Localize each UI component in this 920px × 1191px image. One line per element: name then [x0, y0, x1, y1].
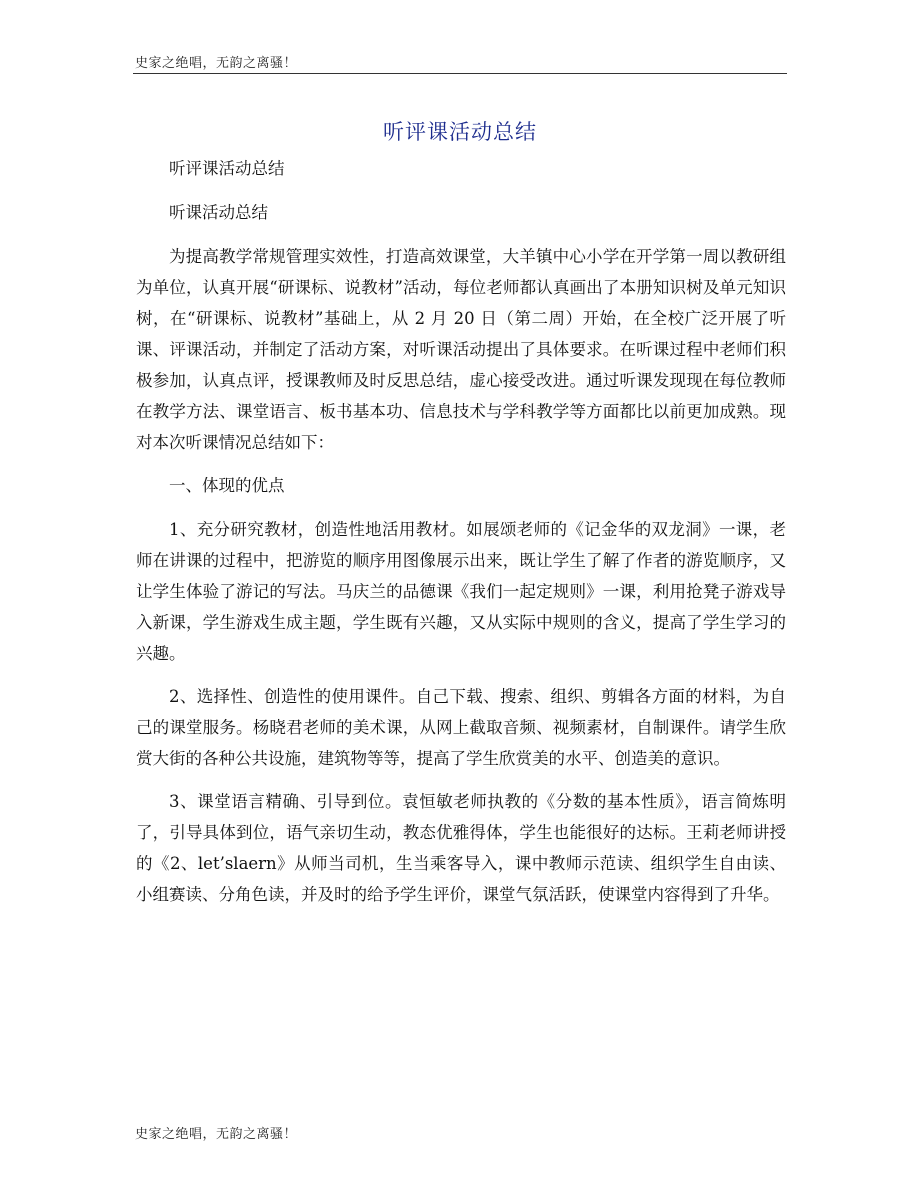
intro-paragraph: 为提高教学常规管理实效性，打造高效课堂，大羊镇中心小学在开学第一周以教研组为单位，认真开展“研课标、说教材”活动，每位老师都认真画出了本册知识树及单元知识树，在“研课标、说教材”基础上，从 2 月 20 日（第二周）开始，在全校广泛开展了听课、评课活动，并制定了活动方案，对听课活动提出了具体要求。在听课过程中老师们积极参加，认真点评，授课教师及时反思总结，虚心接受改进。通过听课发现现在每位教师在教学方法、课堂语言、板书基本功、信息技术与学科教学等方面都比以前更加成熟。现对本次听课情况总结如下：: [136, 247, 786, 452]
document-body: [136, 153, 786, 922]
page-header-text: 史家之绝唱，无韵之离骚！: [135, 56, 298, 71]
subtitle-paragraph: 听评课活动总结: [169, 159, 285, 178]
header-divider: [133, 73, 787, 74]
subtitle-paragraph: 听课活动总结: [169, 203, 268, 222]
page-footer-text: 史家之绝唱，无韵之离骚！: [135, 1127, 298, 1142]
body-paragraph: 1、充分研究教材，创造性地活用教材。如展颂老师的《记金华的双龙洞》一课，老师在讲课的过程中，把游览的顺序用图像展示出来，既让学生了解了作者的游览顺序，又让学生体验了游记的写法。马庆兰的品德课《我们一起定规则》一课，利用抢凳子游戏导入新课，学生游戏生成主题，学生既有兴趣，又从实际中规则的含义，提高了学生学习的兴趣。: [136, 520, 786, 663]
section-heading: 一、体现的优点: [169, 476, 285, 495]
body-paragraph: 3、课堂语言精确、引导到位。袁恒敏老师执教的《分数的基本性质》，语言简炼明了，引导具体到位，语气亲切生动，教态优雅得体，学生也能很好的达标。王莉老师讲授的《2、let’slaern》从师当司机，生当乘客导入，课中教师示范读、组织学生自由读、小组赛读、分角色读，并及时的给予学生评价，课堂气氛活跃，使课堂内容得到了升华。: [136, 792, 786, 904]
body-paragraph: 2、选择性、创造性的使用课件。自己下载、搜索、组织、剪辑各方面的材料，为自己的课堂服务。杨晓君老师的美术课，从网上截取音频、视频素材，自制课件。请学生欣赏大街的各种公共设施，建筑物等等，提高了学生欣赏美的水平、创造美的意识。: [136, 687, 786, 768]
document-title: 听评课活动总结: [383, 120, 537, 144]
